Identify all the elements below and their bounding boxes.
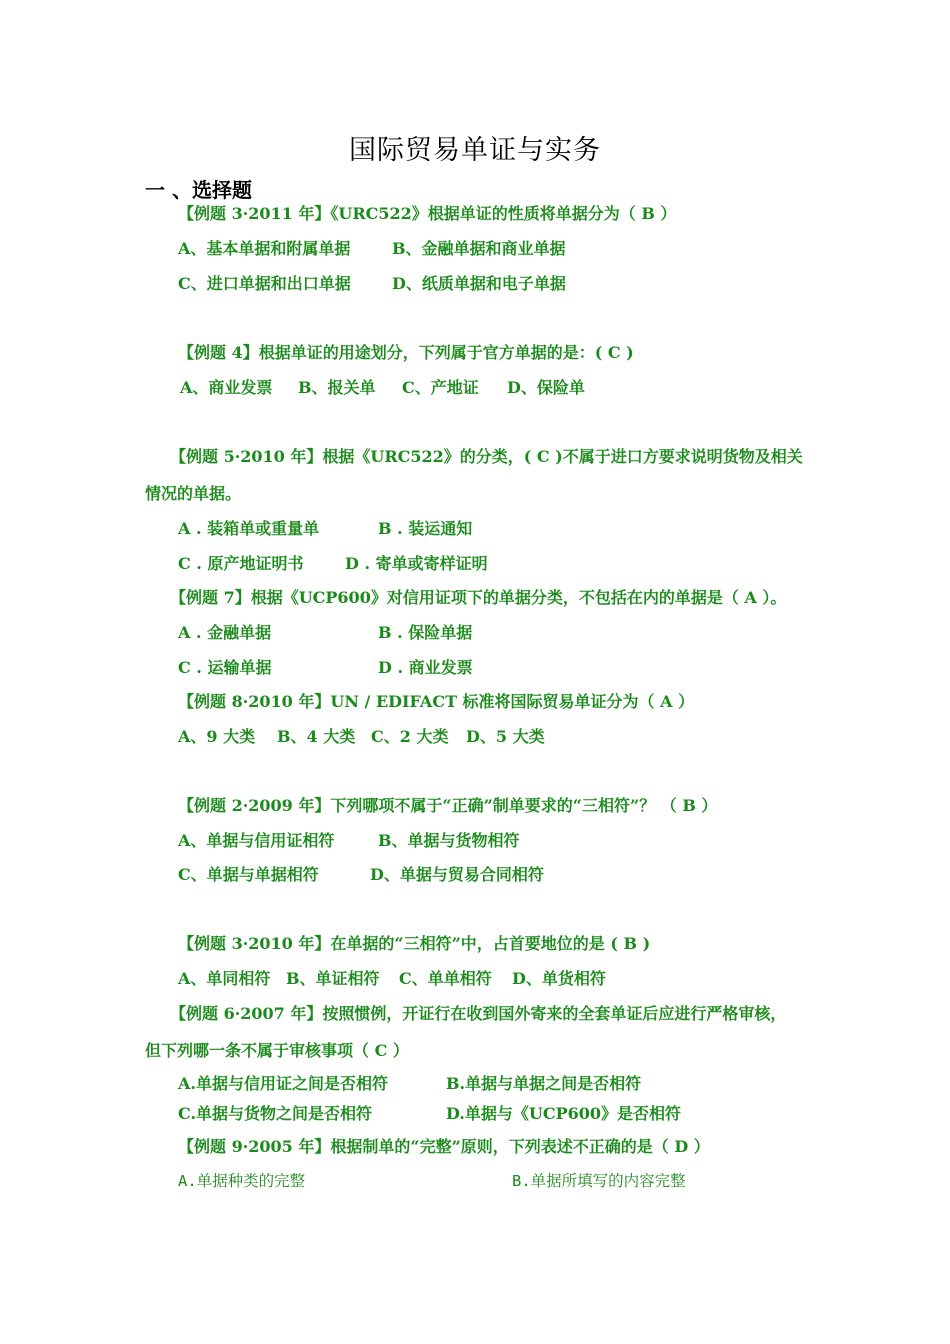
question-2-option-d: D、保险单 xyxy=(507,378,585,397)
question-2-stem: 【例题 4】根据单证的用途划分，下列属于官方单据的是：( C ) xyxy=(178,343,634,362)
question-9-option-b: B.单据所填写的内容完整 xyxy=(512,1172,686,1190)
question-4-option-d: D . 商业发票 xyxy=(378,658,473,677)
question-6-option-a: A、单据与信用证相符 xyxy=(178,831,335,850)
question-8-option-a: A.单据与信用证之间是否相符 xyxy=(178,1074,388,1093)
question-6-stem: 【例题 2·2009 年】下列哪项不属于“正确”制单要求的“三相符”？ （ B ） xyxy=(178,796,718,815)
question-1-option-b: B、金融单据和商业单据 xyxy=(392,239,566,258)
question-1-option-c: C、进口单据和出口单据 xyxy=(178,274,351,293)
section-heading: 一 、选择题 xyxy=(145,178,252,202)
page-title: 国际贸易单证与实务 xyxy=(349,135,601,166)
question-5-option-d: D、5 大类 xyxy=(466,727,545,746)
question-2-option-a: A、商业发票 xyxy=(180,378,273,397)
question-7-option-a: A、单同相符 xyxy=(178,969,271,988)
question-6-option-c: C、单据与单据相符 xyxy=(178,865,319,884)
question-4-option-a: A . 金融单据 xyxy=(178,623,272,642)
question-4-option-c: C . 运输单据 xyxy=(178,658,272,677)
question-5-option-c: C、2 大类 xyxy=(371,727,449,746)
question-3-option-b: B . 装运通知 xyxy=(378,519,473,538)
question-8-option-d: D.单据与《UCP600》是否相符 xyxy=(446,1104,681,1123)
question-7-stem: 【例题 3·2010 年】在单据的“三相符”中，占首要地位的是 ( B ) xyxy=(178,934,651,953)
question-8-option-b: B.单据与单据之间是否相符 xyxy=(446,1074,642,1093)
question-9-stem: 【例题 9·2005 年】根据制单的“完整”原则，下列表述不正确的是（ D ） xyxy=(178,1137,710,1156)
question-3-stem-line-2: 情况的单据。 xyxy=(145,484,242,503)
question-7-option-d: D、单货相符 xyxy=(512,969,606,988)
question-3-option-c: C . 原产地证明书 xyxy=(178,554,304,573)
question-2-option-b: B、报关单 xyxy=(298,378,376,397)
question-1-option-d: D、纸质单据和电子单据 xyxy=(392,274,566,293)
question-3-option-a: A . 装箱单或重量单 xyxy=(178,519,320,538)
question-1-option-a: A、基本单据和附属单据 xyxy=(178,239,351,258)
question-3-option-d: D . 寄单或寄样证明 xyxy=(345,554,488,573)
question-7-option-b: B、单证相符 xyxy=(286,969,380,988)
question-8-option-c: C.单据与货物之间是否相符 xyxy=(178,1104,373,1123)
question-2-option-c: C、产地证 xyxy=(402,378,479,397)
question-6-option-b: B、单据与货物相符 xyxy=(378,831,520,850)
question-6-option-d: D、单据与贸易合同相符 xyxy=(370,865,544,884)
question-8-stem-line-2: 但下列哪一条不属于审核事项（ C ） xyxy=(145,1041,409,1060)
question-3-stem-line-1: 【例题 5·2010 年】根据《URC522》的分类，( C )不属于进口方要求说明货物及相关 xyxy=(170,447,803,466)
question-1-stem: 【例题 3·2011 年】《URC522》根据单证的性质将单据分为（ B ） xyxy=(178,204,677,223)
question-9-option-a: A.单据种类的完整 xyxy=(178,1172,306,1190)
question-7-option-c: C、单单相符 xyxy=(399,969,492,988)
question-4-option-b: B . 保险单据 xyxy=(378,623,473,642)
question-5-option-b: B、4 大类 xyxy=(277,727,356,746)
question-4-stem: 【例题 7】根据《UCP600》对信用证项下的单据分类，不包括在内的单据是（ A ）。 xyxy=(170,588,787,607)
question-5-stem: 【例题 8·2010 年】UN / EDIFACT 标准将国际贸易单证分为（ A ） xyxy=(178,692,695,711)
question-5-option-a: A、9 大类 xyxy=(178,727,256,746)
question-8-stem-line-1: 【例题 6·2007 年】按照惯例，开证行在收到国外寄来的全套单证后应进行严格审核， xyxy=(170,1004,787,1023)
